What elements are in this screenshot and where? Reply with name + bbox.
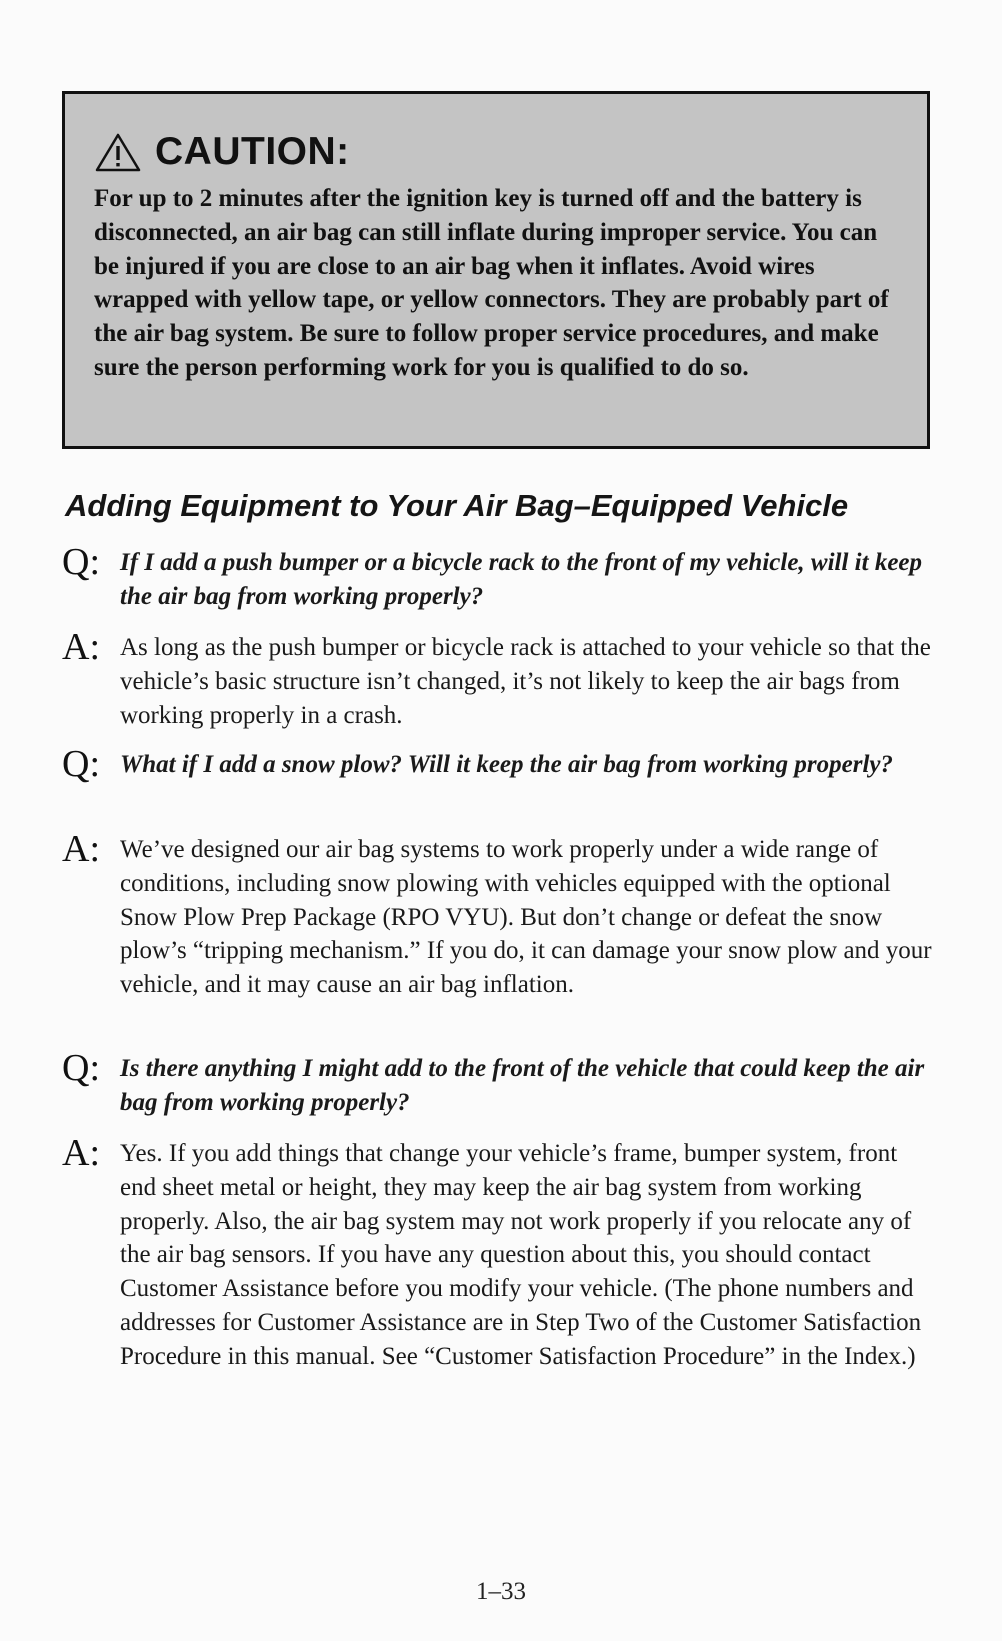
a-marker: A:: [62, 828, 100, 870]
answer-text: We’ve designed our air bag systems to work properly under a wide range of conditions, including snow plowing with vehicles equipped with the optional Snow Plow Prep Package (RPO VYU). But don’t change or defeat the snow plow’s “tripping mechanism.” If you do, it can damage your snow plow and your vehicle, and it may cause an air bag inflation.: [120, 836, 932, 999]
q-marker: Q:: [62, 1047, 100, 1089]
q-marker: Q:: [62, 541, 100, 583]
question-text: What if I add a snow plow? Will it keep the air bag from working properly?: [120, 751, 893, 778]
a-marker: A:: [62, 1132, 100, 1174]
page-number: 1–33: [476, 1578, 526, 1605]
caution-title: CAUTION:: [155, 130, 350, 173]
question-text: Is there anything I might add to the front of the vehicle that could keep the air bag from working properly?: [120, 1055, 925, 1116]
answer-text: Yes. If you add things that change your vehicle’s frame, bumper system, front end sheet metal or height, they may keep the air bag system from working properly. Also, the air bag system may not work properly if you relocate any of the air bag sensors. If you have any question about this, you should contact Customer Assistance before you modify your vehicle. (The phone numbers and addresses for Customer Assistance are in Step Two of the Customer Satisfaction Procedure in this manual. See “Customer Satisfaction Procedure” in the Index.): [120, 1140, 922, 1370]
section-heading: Adding Equipment to Your Air Bag–Equipped Vehicle: [65, 488, 849, 523]
q-marker: Q:: [62, 743, 100, 785]
answer-text: As long as the push bumper or bicycle rack is attached to your vehicle so that the vehicle’s basic structure isn’t changed, it’s not likely to keep the air bags from working properly in a crash.: [120, 634, 931, 729]
caution-heading: [95, 130, 350, 174]
caution-box: [62, 91, 930, 449]
a-marker: A:: [62, 626, 100, 668]
warning-triangle-icon: [95, 132, 141, 172]
caution-text: For up to 2 minutes after the ignition key is turned off and the battery is disconnected, an air bag can still inflate during improper service. You can be injured if you are close to an air bag when it inflates. Avoid wires wrapped with yellow tape, or yellow connectors. They are probably part of the air bag system. Be sure to follow proper service procedures, and make sure the person performing work for you is qualified to do so.: [94, 185, 889, 381]
question-text: If I add a push bumper or a bicycle rack to the front of my vehicle, will it keep the air bag from working properly?: [120, 549, 923, 610]
